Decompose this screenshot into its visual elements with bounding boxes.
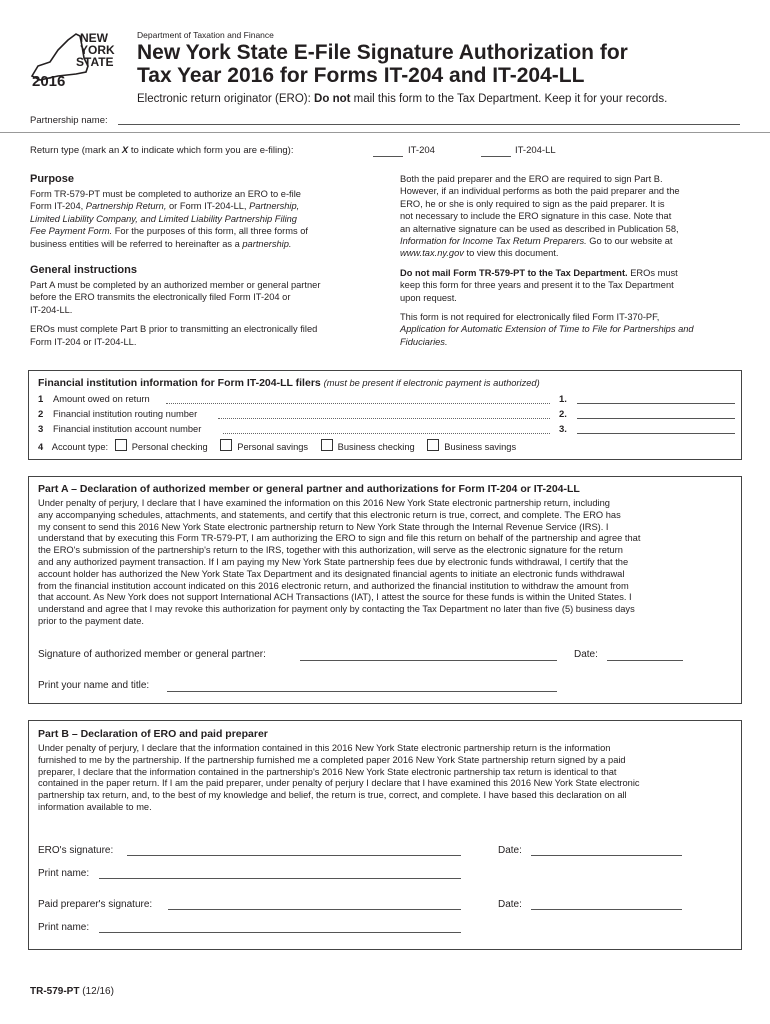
subtitle-bold: Do not <box>314 93 351 105</box>
part-a-line: my consent to send this 2016 New York State electronic partnership return to New York State through the Internal Revenue Service (IRS). I <box>38 521 609 532</box>
return-type-x: X <box>121 145 129 156</box>
ero-date-field[interactable] <box>531 855 682 856</box>
return-type-it204-label: IT-204 <box>408 145 435 156</box>
part-b-line: contained in the paper return. If I am the paid preparer, under penalty of perjury I declare that I have examined this 2016 New York State electronic <box>38 778 640 789</box>
routing-number-field[interactable] <box>577 418 735 419</box>
logo-line-state: STATE <box>76 55 114 69</box>
return-type-it204-box[interactable] <box>373 156 403 157</box>
general-instructions-heading: General instructions <box>30 264 137 276</box>
fin-item-3-label: Financial institution account number <box>53 424 202 434</box>
fin-item-2-num: 2 <box>38 409 44 420</box>
general-line-3: IT-204-LL. <box>30 304 73 315</box>
general-line-2: before the ERO transmits the electronically filed Form IT-204 or <box>30 292 291 303</box>
personal-savings-checkbox[interactable] <box>220 439 232 451</box>
department-name: Department of Taxation and Finance <box>137 30 274 40</box>
ero-signature-label: ERO's signature: <box>38 845 114 856</box>
part-a-line: Under penalty of perjury, I declare that I have examined the information on this 2016 New York State electronic partnership return, including <box>38 498 610 508</box>
return-type-it204ll-label: IT-204-LL <box>515 145 556 156</box>
logo-line-york: YORK <box>80 43 115 57</box>
header-divider <box>0 132 770 133</box>
business-checking-label: Business checking <box>337 442 415 452</box>
business-savings-checkbox[interactable] <box>427 439 439 451</box>
ero-print-name-field[interactable] <box>99 878 461 879</box>
right-line-7: www.tax.ny.gov to view this document. <box>400 248 559 259</box>
personal-checking-checkbox[interactable] <box>115 439 127 451</box>
part-a-line: from the financial institution account indicated on this 2016 electronic return, and authorized the financial institution to withdraw the amount from <box>38 580 629 591</box>
footer-revision: (12/16) <box>82 986 114 997</box>
partnership-name-label: Partnership name: <box>30 115 108 126</box>
part-a-line: the ERO's submission of the partnership's return to the IRS, together with this authorization, will serve as the electronic signature for the return <box>38 545 623 556</box>
right-line-1: Both the paid preparer and the ERO are required to sign Part B. <box>400 174 663 184</box>
fin-item-3-num: 3 <box>38 424 44 435</box>
logo-year: 2016 <box>32 73 66 90</box>
preparer-date-field[interactable] <box>531 909 682 910</box>
part-b-line: partnership tax return, and, to the best of my knowledge and belief, the return is true, correct, and complete. I have based this declaration on all <box>38 790 627 801</box>
preparer-print-name-label: Print name: <box>38 922 90 933</box>
preparer-print-name-field[interactable] <box>99 932 461 933</box>
part-a-line: prior to the payment date. <box>38 615 144 626</box>
fin-item-2-ref: 2. <box>559 409 567 420</box>
business-savings-label: Business savings <box>444 442 517 452</box>
part-b-line: Under penalty of perjury, I declare that the information contained in this 2016 New York State electronic partnership return is the information <box>38 743 611 753</box>
fin-item-1-num: 1 <box>38 394 44 405</box>
return-type-pre: Return type (mark an <box>30 145 122 156</box>
return-type-post: to indicate which form you are e-filing): <box>128 145 294 156</box>
purpose-line-3: Limited Liability Company, and Limited Liability Partnership Filing <box>30 213 297 224</box>
right-line-3: ERO, he or she is only required to sign as the paid preparer. It is <box>400 198 665 209</box>
right-line-4: not necessary to include the ERO signature in this case. Note that <box>400 211 672 222</box>
part-a-line: and any authorized payment transaction. If I am paying my New York State partnership fees due by electronic funds withdrawal, I certify that the <box>38 556 629 567</box>
purpose-line-2: Form IT-204, Partnership Return, or Form IT-204-LL, Partnership, <box>30 201 300 212</box>
right-line-5: an alternative signature can be used as described in Publication 58, <box>400 223 679 234</box>
purpose-text <box>30 188 375 250</box>
amount-owed-field[interactable] <box>577 403 735 404</box>
part-a-signature-label: Signature of authorized member or general partner: <box>38 649 266 660</box>
return-type-it204ll-box[interactable] <box>481 156 511 157</box>
business-checking-checkbox[interactable] <box>321 439 333 451</box>
purpose-heading: Purpose <box>30 173 75 185</box>
partnership-name-field[interactable] <box>118 124 740 125</box>
part-a-line: that account. As New York does not support International ACH Transactions (IAT), I attest the source for these funds is within the United States. I <box>38 592 632 603</box>
title-line-1: New York State E-File Signature Authorization for <box>137 41 628 64</box>
personal-savings-label: Personal savings <box>237 442 309 452</box>
part-a-print-label: Print your name and title: <box>38 680 150 691</box>
fin-item-2-leader <box>218 418 550 419</box>
general-instructions-text <box>30 279 375 348</box>
fin-item-1-ref: 1. <box>559 394 567 405</box>
part-a-line: understand that by executing this Form TR-579-PT, I am authorizing the ERO to sign and file this return on behalf of the partnership and agree that <box>38 533 641 544</box>
fin-item-1-leader <box>166 403 550 404</box>
fin-item-4 <box>38 439 516 452</box>
part-a-heading: Part A – Declaration of authorized member or general partner and authorizations for Form IT-204 or IT-204-LL <box>38 483 580 495</box>
ero-date-label: Date: <box>498 845 522 856</box>
account-number-field[interactable] <box>577 433 735 434</box>
right-mail-line-3: upon request. <box>400 292 457 303</box>
fin-item-3-ref: 3. <box>559 424 567 435</box>
subtitle-post: mail this form to the Tax Department. Keep it for your records. <box>350 93 668 105</box>
fin-item-4-num: 4 <box>38 442 44 452</box>
subtitle-pre: Electronic return originator (ERO): <box>137 93 315 105</box>
part-b-declaration <box>38 743 738 814</box>
return-type-label <box>30 145 294 156</box>
financial-heading: Financial institution information for Form IT-204-LL filers (must be present if electronic payment is authorized) <box>38 377 540 389</box>
fin-item-3-leader <box>223 433 550 434</box>
part-a-date-label: Date: <box>574 649 598 660</box>
right-line-2: However, if an individual performs as both the paid preparer and the <box>400 186 680 197</box>
fin-item-1-label: Amount owed on return <box>53 394 150 404</box>
account-type-label: Account type: <box>51 442 109 452</box>
logo-line-new: NEW <box>80 31 108 45</box>
purpose-line-4: Fee Payment Form. For the purposes of this form, all three forms of <box>30 226 308 237</box>
purpose-line-1: Form TR-579-PT must be completed to authorize an ERO to e-file <box>30 189 301 199</box>
right-note-line-3: Fiduciaries. <box>400 336 448 347</box>
form-footer <box>30 986 114 997</box>
right-note-line-1: This form is not required for electronically filed Form IT-370-PF, <box>400 312 660 323</box>
print-name-title-field[interactable] <box>167 691 557 692</box>
preparer-date-label: Date: <box>498 899 522 910</box>
preparer-signature-field[interactable] <box>168 909 461 910</box>
fin-item-2-label: Financial institution routing number <box>53 409 198 419</box>
member-signature-field[interactable] <box>300 660 557 661</box>
part-b-heading: Part B – Declaration of ERO and paid preparer <box>38 728 268 740</box>
part-a-date-field[interactable] <box>607 660 683 661</box>
right-mail-line-1: Do not mail Form TR-579-PT to the Tax Department. EROs must <box>400 267 678 278</box>
right-column-text <box>400 173 745 348</box>
part-b-line: preparer, I declare that the information contained in the partnership's 2016 New York State electronic partnership tax return is identical to that <box>38 766 617 777</box>
general-line-4: EROs must complete Part B prior to transmitting an electronically filed <box>30 324 318 335</box>
purpose-line-5: business entities will be referred to hereinafter as a partnership. <box>30 238 292 249</box>
part-a-line: any accompanying schedules, attachments, and statements, and certify that this electronic return is true, correct, and complete. The ERO has <box>38 509 621 520</box>
part-b-line: furnished to me by the partnership. If the partnership furnished me a completed paper 2016 New York State partnership return signed by a paid <box>38 754 626 765</box>
subtitle <box>137 93 667 105</box>
form-title <box>137 41 757 87</box>
right-mail-line-2: keep this form for three years and present it to the Tax Department <box>400 280 674 291</box>
personal-checking-label: Personal checking <box>131 442 208 452</box>
part-a-line: understand and agree that I may revoke this authorization for payment only by contacting the Tax Department no later than five (5) business days <box>38 604 635 615</box>
ero-signature-field[interactable] <box>127 855 461 856</box>
part-a-declaration <box>38 498 738 628</box>
part-a-line: account holder has authorized the New York State Tax Department and its designated financial agents to initiate an electronic funds withdrawal <box>38 568 625 579</box>
part-b-line: information available to me. <box>38 801 152 812</box>
footer-form-id: TR-579-PT <box>30 986 80 997</box>
title-line-2: Tax Year 2016 for Forms IT-204 and IT-204-LL <box>137 64 585 87</box>
nys-logo <box>28 26 120 90</box>
preparer-signature-label: Paid preparer's signature: <box>38 899 153 910</box>
ero-print-name-label: Print name: <box>38 868 90 879</box>
general-line-5: Form IT-204 or IT-204-LL. <box>30 336 137 347</box>
right-note-line-2: Application for Automatic Extension of Time to File for Partnerships and <box>400 324 694 335</box>
general-line-1: Part A must be completed by an authorized member or general partner <box>30 280 321 290</box>
right-line-6: Information for Income Tax Return Preparers. Go to our website at <box>400 236 673 247</box>
